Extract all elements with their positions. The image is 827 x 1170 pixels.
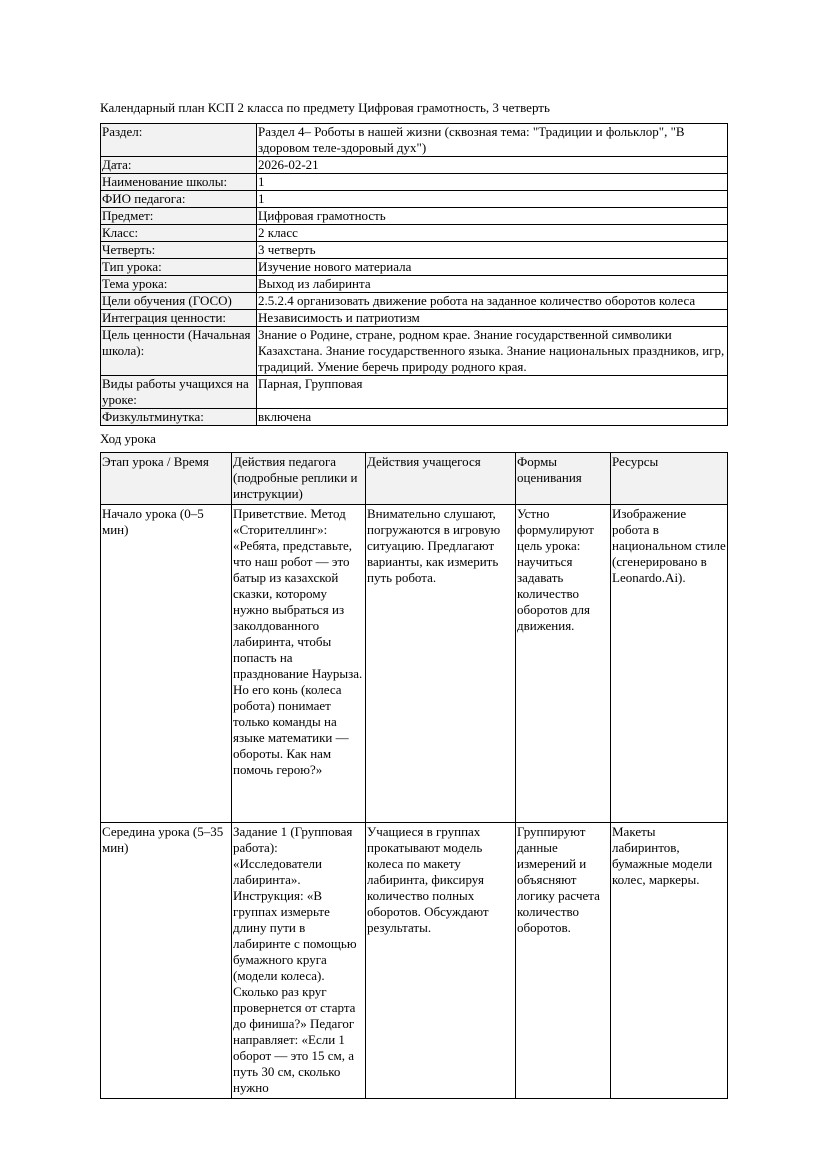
info-row xyxy=(101,409,728,426)
info-value: 1 xyxy=(257,174,728,191)
info-label: Четверть: xyxy=(101,242,257,259)
info-label: Цель ценности (Начальная школа): xyxy=(101,327,257,376)
lesson-flow-table xyxy=(100,452,728,1099)
info-label: Предмет: xyxy=(101,208,257,225)
lesson-cell: Группируют данные измерений и объясняют логику расчета количество оборотов. xyxy=(516,823,611,1099)
info-value: 2 класс xyxy=(257,225,728,242)
lesson-cell: Задание 1 (Групповая работа): «Исследователи лабиринта». Инструкция: «В группах измерьте длину пути в лабиринте с помощью бумажного круга (модели колеса). Сколько раз круг провернется от старта до финиша?» Педагог направляет: «Если 1 оборот — это 15 см, а путь 30 см, сколько нужно xyxy=(232,823,366,1099)
lesson-cell: Макеты лабиринтов, бумажные модели колес, маркеры. xyxy=(611,823,728,1099)
info-value: Изучение нового материала xyxy=(257,259,728,276)
info-row xyxy=(101,225,728,242)
info-label: Физкультминутка: xyxy=(101,409,257,426)
info-value: Раздел 4– Роботы в нашей жизни (сквозная тема: "Традиции и фольклор", "В здоровом теле-здоровый дух") xyxy=(257,124,728,157)
info-row xyxy=(101,259,728,276)
info-label: Класс: xyxy=(101,225,257,242)
info-label: Цели обучения (ГОСО) xyxy=(101,293,257,310)
info-value: 3 четверть xyxy=(257,242,728,259)
info-label: Виды работы учащихся на уроке: xyxy=(101,376,257,409)
lesson-cell: Учащиеся в группах прокатывают модель колеса по макету лабиринта, фиксируя количество полных оборотов. Обсуждают результаты. xyxy=(366,823,516,1099)
lesson-cell: Середина урока (5–35 мин) xyxy=(101,823,232,1099)
info-row xyxy=(101,208,728,225)
lesson-cell: Устно формулируют цель урока: научиться задавать количество оборотов для движения. xyxy=(516,505,611,823)
info-label: Тема урока: xyxy=(101,276,257,293)
lesson-header-row xyxy=(101,453,728,505)
info-value: включена xyxy=(257,409,728,426)
lesson-cell: Внимательно слушают, погружаются в игровую ситуацию. Предлагают варианты, как измерить путь робота. xyxy=(366,505,516,823)
column-header: Действия учащегося xyxy=(366,453,516,505)
lesson-info-table xyxy=(100,123,728,426)
document-title: Календарный план КСП 2 класса по предмету Цифровая грамотность, 3 четверть xyxy=(100,100,550,115)
info-value: 1 xyxy=(257,191,728,208)
info-value: Парная, Групповая xyxy=(257,376,728,409)
info-row xyxy=(101,327,728,376)
info-row xyxy=(101,174,728,191)
column-header: Формы оценивания xyxy=(516,453,611,505)
info-value: 2026-02-21 xyxy=(257,157,728,174)
info-row xyxy=(101,124,728,157)
info-row xyxy=(101,376,728,409)
lesson-cell: Начало урока (0–5 мин) xyxy=(101,505,232,823)
info-row xyxy=(101,157,728,174)
column-header: Этап урока / Время xyxy=(101,453,232,505)
info-row xyxy=(101,242,728,259)
lesson-progress-heading: Ход урока xyxy=(100,431,156,446)
info-label: Раздел: xyxy=(101,124,257,157)
info-value: Независимость и патриотизм xyxy=(257,310,728,327)
lesson-stage-row xyxy=(101,505,728,823)
info-label: Интеграция ценности: xyxy=(101,310,257,327)
info-value: Выход из лабиринта xyxy=(257,276,728,293)
info-label: Дата: xyxy=(101,157,257,174)
info-label: ФИО педагога: xyxy=(101,191,257,208)
info-row xyxy=(101,293,728,310)
info-row xyxy=(101,276,728,293)
info-row xyxy=(101,191,728,208)
info-row xyxy=(101,310,728,327)
info-value: Знание о Родине, стране, родном крае. Знание государственной символики Казахстана. Знание государственного языка. Знание национальных праздников, игр, традиций. Умение беречь природу родного края. xyxy=(257,327,728,376)
column-header: Ресурсы xyxy=(611,453,728,505)
lesson-cell: Изображение робота в национальном стиле (сгенерировано в Leonardo.Ai). xyxy=(611,505,728,823)
info-label: Тип урока: xyxy=(101,259,257,276)
lesson-stage-row xyxy=(101,823,728,1099)
lesson-cell: Приветствие. Метод «Сторителлинг»: «Ребята, представьте, что наш робот — это батыр из казахской сказки, которому нужно выбраться из заколдованного лабиринта, чтобы попасть на празднование Наурыза. Но его конь (колеса робота) понимает только команды на языке математики — обороты. Как нам помочь герою?» xyxy=(232,505,366,823)
info-label: Наименование школы: xyxy=(101,174,257,191)
info-value: Цифровая грамотность xyxy=(257,208,728,225)
info-value: 2.5.2.4 организовать движение робота на заданное количество оборотов колеса xyxy=(257,293,728,310)
column-header: Действия педагога (подробные реплики и инструкции) xyxy=(232,453,366,505)
